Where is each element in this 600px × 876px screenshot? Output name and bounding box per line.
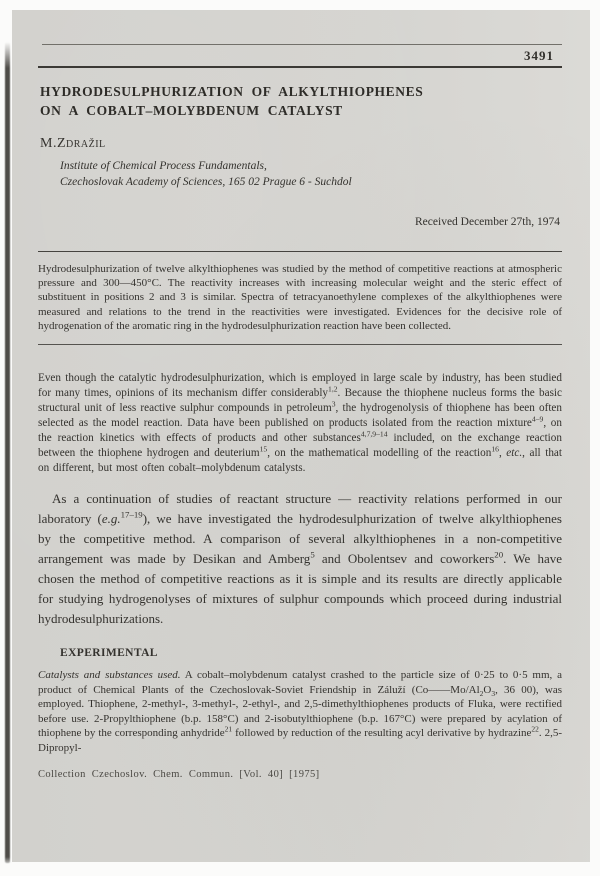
scan-edge-shadow xyxy=(5,42,10,863)
abstract-rule-bottom xyxy=(38,344,562,345)
body-paragraph-1: Even though the catalytic hydrodesulphurization, which is employed in large scale by industry, has been studied for many times, opinions of its mechanism differ considerably$^{1,2}$. Because the thiophene nucleus forms the basic structural unit of less reactive sulphur compounds in petroleum$^3$, the hydrogenolysis of thiophene has been often selected as the model reaction. Data have been published on products isolated from the reaction mixture$^{4-9}$, on the reaction kinetics with effects of products and other substances$^{4,7,9-14}$ included, on the exchange reaction between the thiophene hydrogen and deuterium$^{15}$, on the mathematical modelling of the reaction$^{16}$, etc., all that on different, but most often cobalt–molybdenum catalysts. xyxy=(38,372,562,475)
abstract-rule-top xyxy=(38,251,562,252)
author-name: M.Zdražil xyxy=(40,136,106,151)
article-title-line2: ON A COBALT–MOLYBDENUM CATALYST xyxy=(40,103,343,118)
header-rule-thick xyxy=(38,66,562,68)
article-title xyxy=(40,82,562,120)
journal-footer: Collection Czechoslov. Chem. Commun. [Vol. 40] [1975] xyxy=(38,768,320,780)
body-paragraph-2: As a continuation of studies of reactant structure — reactivity relations performed in our laboratory (e.g.$^{17-19}$), we have investigated the hydrodesulphurization of twelve alkylthiophenes by the competitive method. A comparison of several alkylthiophenes in a non-competitive arrangement was made by Desikan and Amberg$^5$ and Obolentsev and coworkers$^{20}$. We have chosen the method of competitive reactions as it is simple and its results are directly applicable for studying hydrogenolyses of mixtures of sulphur compounds which proceed during industrial hydrodesulphurizations. xyxy=(38,491,562,627)
affiliation-line2: Czechoslovak Academy of Sciences, 165 02 Prague 6 - Suchdol xyxy=(60,175,352,188)
author-affiliation xyxy=(60,159,562,190)
received-date: Received December 27th, 1974 xyxy=(415,216,560,228)
paper-page xyxy=(12,10,590,862)
affiliation-line1: Institute of Chemical Process Fundamentals, xyxy=(60,160,267,172)
abstract-text: Hydrodesulphurization of twelve alkylthiophenes was studied by the method of competitive reactions at atmospheric pressure and 300—450°C. The reactivity increases with increasing molecular weight and the steric effect of substituent in positions 2 and 3 is similar. Spectra of tetracyanoethylene complexes of the alkylthiophenes were measured and relations to the trend in the reactivities were investigated. Evidences for the decisive role of hydrogenation of the aromatic ring in the hydrodesulphurization reaction have been collected. xyxy=(38,263,562,332)
experimental-paragraph: Catalysts and substances used. A cobalt–molybdenum catalyst crashed to the particle size of 0·25 to 0·5 mm, a product of Chemical Plants of the Czechoslovak-Soviet Friendship in Záluží ($Co——Mo/Al_2O_3$, 36 00), was employed. Thiophene, 2-methyl-, 3-methyl-, 2-ethyl-, and 2,5-dimethylthiophenes products of Fluka, were rectified before use. 2-Propylthiophene (b.p. 158°C) and 2-isobutylthiophene (b.p. 167°C) were prepared by acylation of thiophene by the corresponding anhydride$^{21}$ followed by reduction of the resulting acyl derivative by hydrazine$^{22}$. 2,5-Dipropyl- xyxy=(38,669,563,754)
article-title-line1: HYDRODESULPHURIZATION OF ALKYLTHIOPHENES xyxy=(40,84,424,99)
experimental-section-heading: EXPERIMENTAL xyxy=(60,647,158,660)
page-number: 3491 xyxy=(524,48,554,63)
